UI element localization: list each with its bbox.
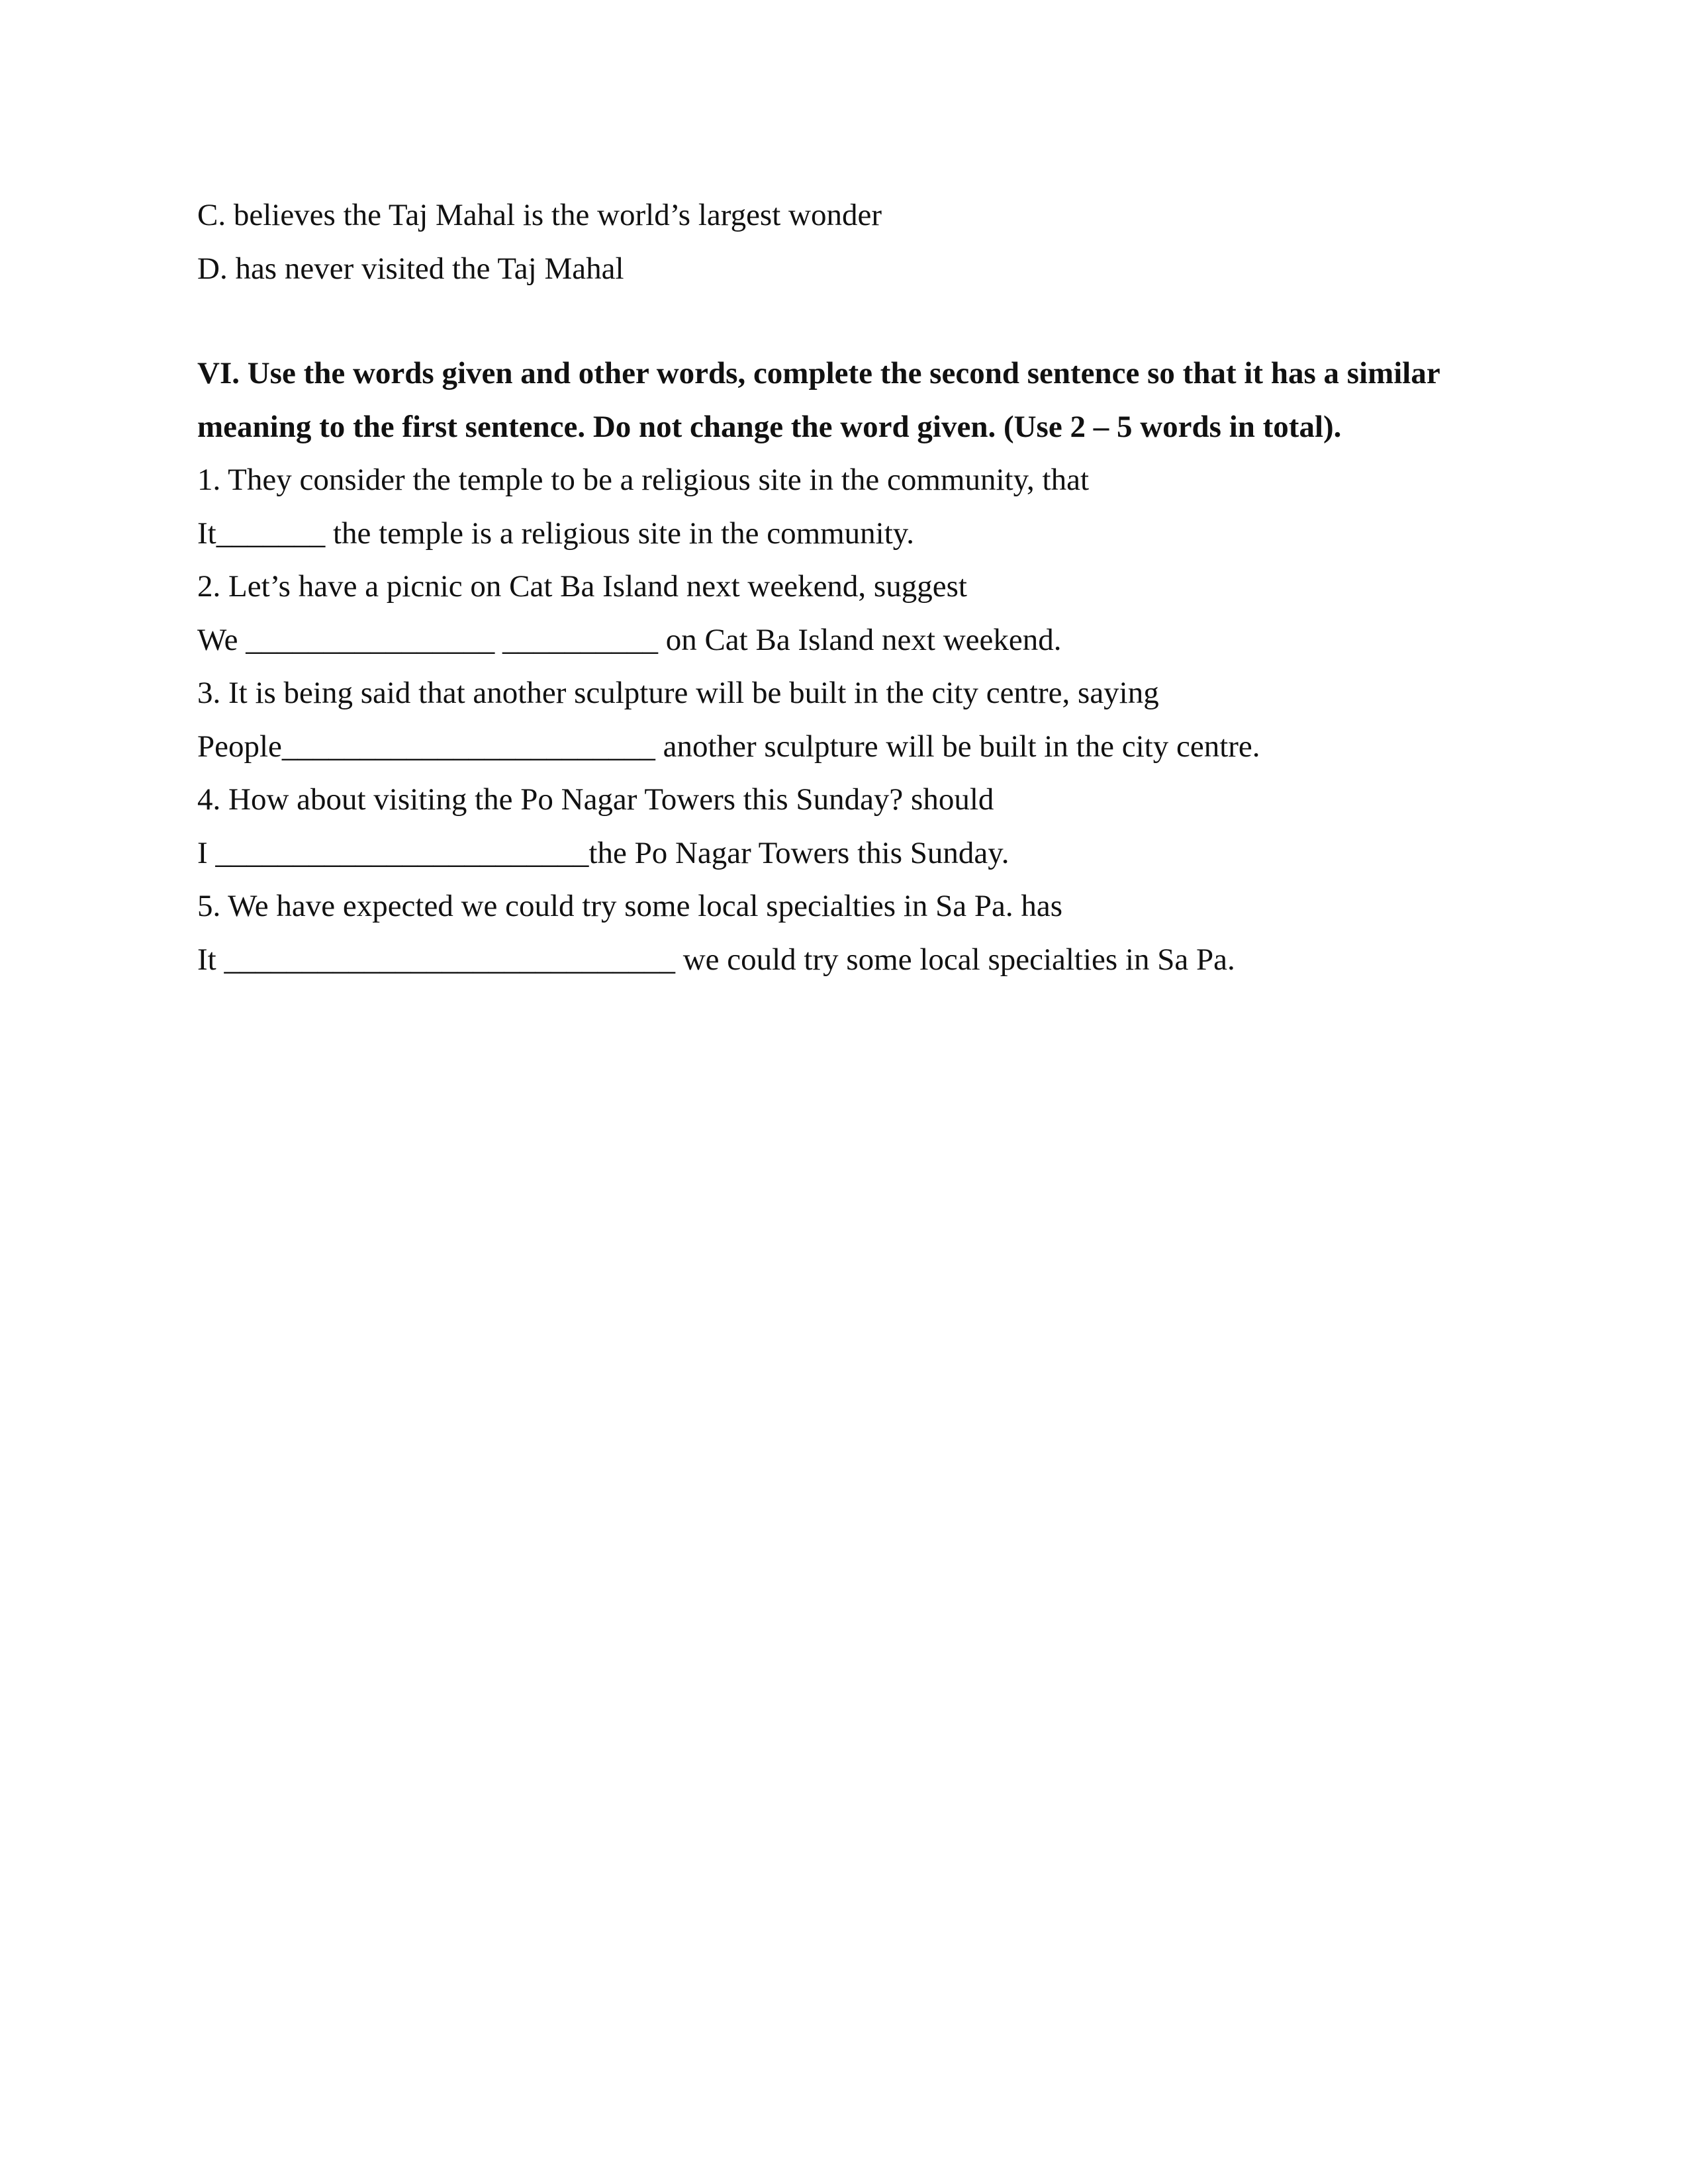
item-2-answer-line: We ________________ __________ on Cat Ba Island next weekend. [197,622,1062,657]
item-3-prompt: 3. It is being said that another sculpture will be built in the city centre, saying [197,676,1159,710]
item-3-answer-line: People________________________ another sculpture will be built in the city centre. [197,729,1260,764]
worksheet-page [197,189,1495,986]
item-1-answer-line: It_______ the temple is a religious site in the community. [197,516,914,551]
section-heading: VI. Use the words given and other words, complete the second sentence so that it has a similar meaning to the first sentence. Do not change the word given. (Use 2 – 5 words in total). [197,356,1440,444]
spacer [197,295,1495,347]
item-1-prompt: 1. They consider the temple to be a religious site in the community, that [197,463,1090,497]
option-d: D. has never visited the Taj Mahal [197,251,624,286]
item-5-answer-line: It _____________________________ we could try some local specialties in Sa Pa. [197,942,1235,977]
item-4-prompt: 4. How about visiting the Po Nagar Towers this Sunday? should [197,782,994,817]
item-4-answer-line: I ________________________the Po Nagar Towers this Sunday. [197,835,1009,870]
item-5-prompt: 5. We have expected we could try some local specialties in Sa Pa. has [197,889,1063,923]
option-c: C. believes the Taj Mahal is the world’s largest wonder [197,198,882,232]
item-2-prompt: 2. Let’s have a picnic on Cat Ba Island next weekend, suggest [197,569,967,604]
